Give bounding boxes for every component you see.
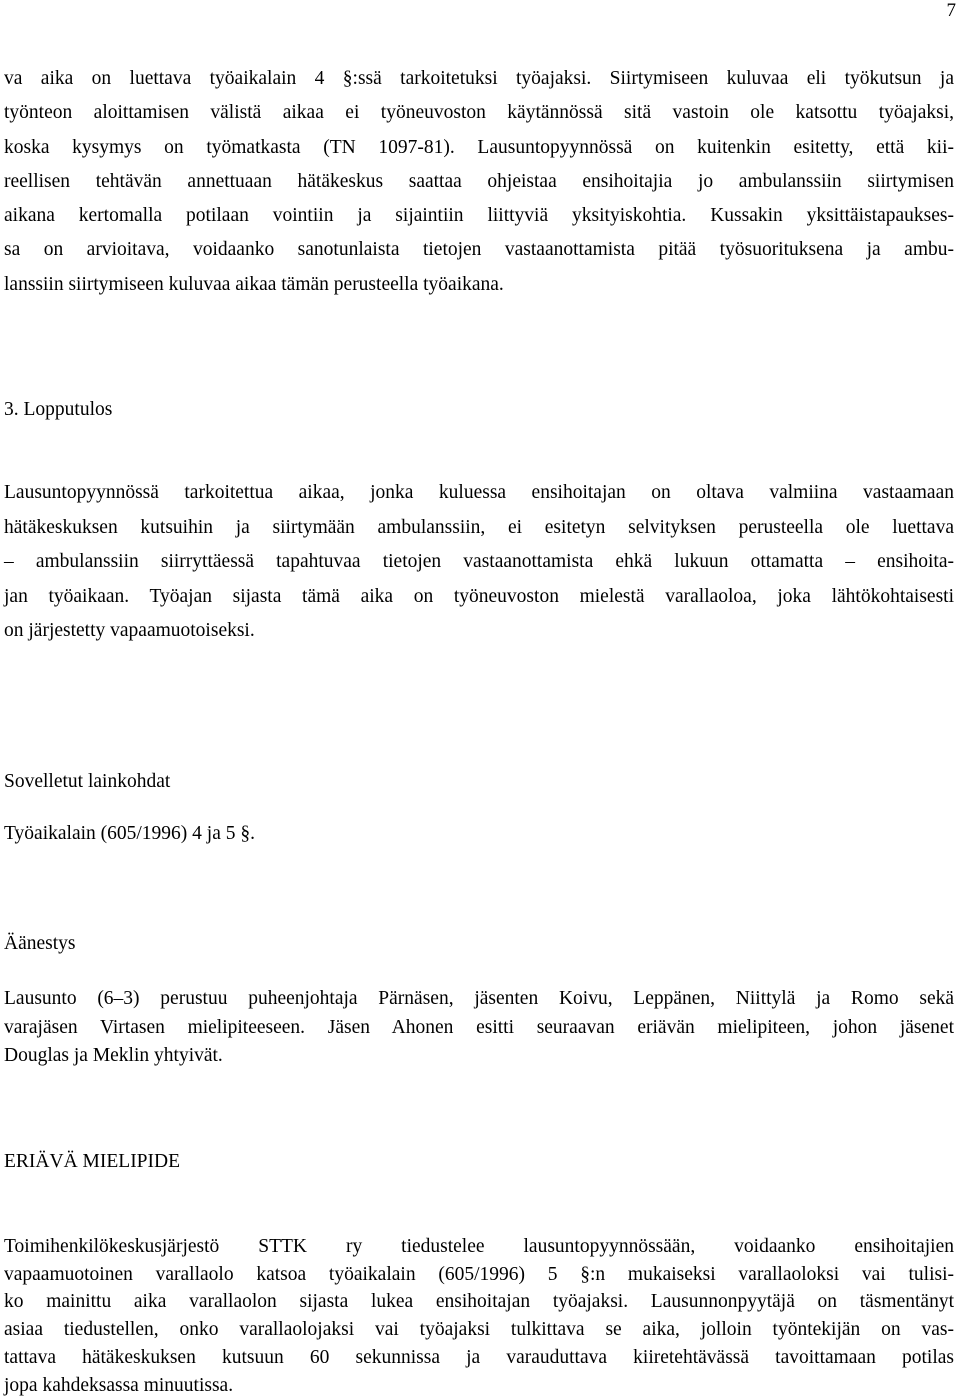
paragraph-line: lanssiin siirtymiseen kuluvaa aikaa tämän perusteella työaikana. [4, 273, 504, 295]
section-heading-applied-law: Sovelletut lainkohdat [4, 771, 171, 792]
paragraph-line: hätäkeskuksen kutsuihin ja siirtymään ambulanssiin, ei esitetyn selvityksen perusteella ole luettava [4, 516, 954, 538]
section-heading-dissent: ERIÄVÄ MIELIPIDE [4, 1151, 181, 1172]
paragraph-line: – ambulanssiin siirryttäessä tapahtuvaa tietojen vastaanottamista ehkä lukuun ottamatta – ensihoita- [4, 551, 954, 572]
paragraph-line: Toimihenkilökeskusjärjestö STTK ry tiedustelee lausuntopyynnössään, voidaanko ensihoitajien [4, 1236, 954, 1257]
paragraph-line: va aika on luettava työaikalain 4 §:ssä tarkoitetuksi työajaksi. Siirtymiseen kuluvaa eli työkutsun ja [4, 68, 954, 89]
paragraph-line: jan työaikaan. Työajan sijasta tämä aika on työneuvoston mielestä varallaoloa, joka lähtökohtaisesti [4, 585, 954, 607]
paragraph-line: asiaa tiedustellen, onko varallaolojaksi vai työajaksi tulkittava se aika, jolloin työntekijän on vas- [4, 1319, 954, 1341]
applied-law-text: Työaikalain (605/1996) 4 ja 5 §. [4, 823, 255, 844]
dissent-paragraph [4, 1233, 954, 1399]
paragraph-line: on järjestetty vapaamuotoiseksi. [4, 620, 255, 641]
section-heading-vote: Äänestys [4, 933, 76, 954]
section-heading-result: 3. Lopputulos [4, 399, 113, 420]
paragraph-line: työnteon aloittamisen välistä aikaa ei työneuvoston käytännössä sitä vastoin ole katsottu työajaksi, [4, 102, 954, 124]
paragraph-line: aikana kertomalla potilaan vointiin ja sijaintiin liittyviä yksityiskohtia. Kussakin yksittäistapaukses- [4, 205, 954, 227]
paragraph-line: Douglas ja Meklin yhtyivät. [4, 1045, 223, 1066]
page-number: 7 [946, 0, 956, 21]
paragraph-line: vapaamuotoinen varallaolo katsoa työaikalain (605/1996) 5 §:n mukaiseksi varallaoloksi vai tulisi- [4, 1263, 954, 1285]
result-paragraph [4, 476, 954, 649]
paragraph-line: reellisen tehtävän annettuaan hätäkeskus saattaa ohjeistaa ensihoitajia jo ambulanssiin siirtymisen [4, 170, 954, 192]
paragraph-line: Lausunto (6–3) perustuu puheenjohtaja Pärnäsen, jäsenten Koivu, Leppänen, Niittylä ja Romo sekä [4, 988, 954, 1009]
paragraph-line: jopa kahdeksassa minuutissa. [4, 1374, 234, 1396]
paragraph-line: koska kysymys on työmatkasta (TN 1097-81). Lausuntopyynnössä on kuitenkin esitetty, että kii- [4, 136, 954, 158]
paragraph-line: ko mainittu aika varallaolon sijasta lukea ensihoitajan työajaksi. Lausunnonpyytäjä on täsmentänyt [4, 1291, 954, 1313]
vote-paragraph [4, 985, 954, 1071]
paragraph-continuation [4, 62, 954, 302]
paragraph-line: tattava hätäkeskuksen kutsuun 60 sekunnissa ja varauduttava kiiretehtävässä tavoittamaan potilas [4, 1346, 954, 1368]
paragraph-line: sa on arvioitava, voidaanko sanotunlaista tietojen vastaanottamista pitää työsuorituksena ja ambu- [4, 239, 954, 261]
paragraph-line: Lausuntopyynnössä tarkoitettua aikaa, jonka kuluessa ensihoitajan on oltava valmiina vastaamaan [4, 482, 954, 503]
paragraph-line: varajäsen Virtasen mielipiteeseen. Jäsen Ahonen esitti seuraavan eriävän mielipiteen, johon jäsenet [4, 1016, 954, 1038]
